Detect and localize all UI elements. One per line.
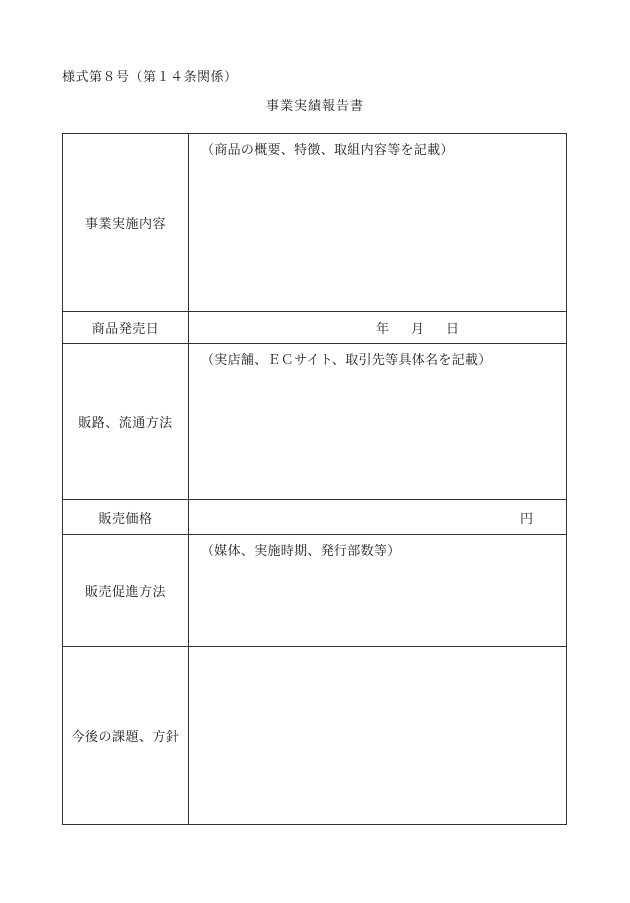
report-table	[62, 133, 567, 825]
price-label: 販売価格	[63, 500, 189, 535]
table-row-sales-channel	[63, 344, 567, 500]
table-row-business-content	[63, 134, 567, 312]
yen-unit: 円	[519, 511, 533, 527]
business-content-label: 事業実施内容	[63, 134, 189, 312]
business-content-field[interactable]	[189, 134, 567, 312]
promotion-note: （媒体、実施時期、発行部数等）	[201, 544, 401, 559]
release-date-label: 商品発売日	[63, 312, 189, 344]
month-label: 月	[410, 322, 424, 337]
document-title: 事業実績報告書	[265, 99, 364, 114]
future-label: 今後の課題、方針	[63, 647, 189, 825]
year-label: 年	[375, 322, 389, 337]
release-date-field[interactable]	[189, 312, 567, 344]
sales-channel-label: 販路、流通方法	[63, 344, 189, 500]
table-row-future	[63, 647, 567, 825]
release-date-parts	[376, 318, 459, 337]
future-field[interactable]	[189, 647, 567, 825]
sales-channel-note: （実店舗、ＥＣサイト、取引先等具体名を記載）	[201, 353, 492, 368]
promotion-label: 販売促進方法	[63, 535, 189, 647]
table-row-release-date	[63, 312, 567, 344]
business-content-note: （商品の概要、特徴、取組内容等を記載）	[201, 143, 454, 158]
table-row-price	[63, 500, 567, 535]
table-row-promotion	[63, 535, 567, 647]
day-label: 日	[446, 322, 460, 337]
price-field[interactable]	[189, 500, 567, 535]
sales-channel-field[interactable]	[189, 344, 567, 500]
form-number: 様式第８号（第１４条関係）	[62, 70, 238, 85]
promotion-field[interactable]	[189, 535, 567, 647]
